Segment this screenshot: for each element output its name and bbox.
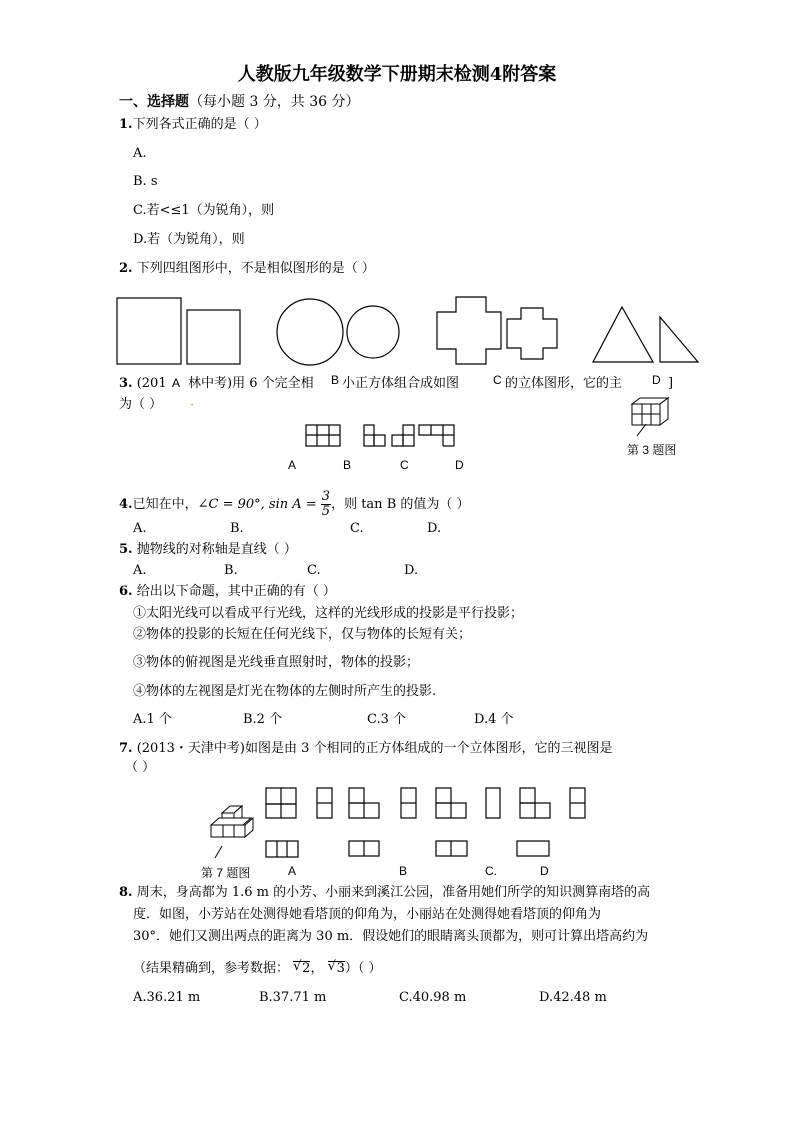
question-number: 3. [119, 376, 133, 391]
radical-sign: √ [293, 959, 302, 974]
q6-item-4: ④物体的左视图是灯光在物体的左侧时所产生的投影. [133, 684, 437, 699]
q6-option-b: B.2 个 [243, 712, 283, 727]
question-8-line2: 度．如图，小芳站在处测得她看塔顶的仰角为，小丽站在处测得她看塔顶的仰角为 [133, 907, 602, 922]
radicand: 2 [302, 961, 311, 976]
question-8-line1 [119, 885, 650, 901]
question-3-b: 林中考)用 6 个完全相 [188, 376, 314, 391]
q8-option-d: D.42.48 m [539, 990, 607, 1005]
q2-label-b: B [331, 373, 340, 387]
question-stem: (2013・天津中考)如图是由 3 个相同的正方体组成的一个立体图形，它的三视图是 [132, 741, 613, 756]
sqrt-2 [293, 961, 310, 976]
question-7-line2: （ ） [125, 760, 156, 775]
question-stem: 给出以下命题，其中正确的有（ ） [132, 584, 336, 599]
question-8-line3: 30°．她们又测出两点的距离为 30 m．假设她们的眼睛离头顶都为，则可计算出塔高约为 [133, 929, 649, 944]
q3-fig-caption: 第 3 题图 [627, 443, 677, 457]
q4-stem-part-b: ，则 tan B 的值为（ ） [331, 497, 470, 512]
q6-item-2: ②物体的投影的长短在任何光线下，仅与物体的长短有关； [133, 627, 472, 642]
q7-fig-caption: 第 7 题图 [201, 866, 251, 880]
q3-label-a: A [288, 458, 297, 472]
q6-item-3: ③物体的俯视图是光线垂直照射时，物体的投影； [133, 655, 420, 670]
fraction-denominator: 5 [321, 504, 331, 519]
q8-note: （结果精确到，参考数据： [133, 961, 290, 976]
q1-option-b: B. s [133, 174, 158, 189]
question-3-d: 的立体图形，它的主 [505, 376, 623, 391]
question-3-c: 小正方体组合成如图 [342, 376, 460, 391]
question-stem: 抛物线的对称轴是直线（ ） [132, 542, 297, 557]
q4-stem-part: 已知在中， [132, 497, 198, 512]
q5-option-c: C. [307, 563, 321, 578]
q6-item-1: ①太阳光线可以看成平行光线，这样的光线形成的投影是平行投影； [133, 606, 524, 621]
section-note: （每小题 3 分，共 36 分） [189, 94, 360, 110]
q3-label-b: B [343, 458, 352, 472]
q2-label-d: D [652, 373, 661, 387]
q1-option-c: C.若<≤1（为锐角），则 [133, 203, 275, 218]
question-number: 7. [119, 741, 133, 756]
q5-option-b: B. [224, 563, 238, 578]
q3-label-c: C [400, 458, 409, 472]
q8-option-a: A.36.21 m [133, 990, 201, 1005]
fraction-numerator: 3 [321, 489, 331, 504]
section-title: 一、选择题 [119, 94, 189, 110]
question-number: 1. [119, 117, 133, 132]
question-8-line4 [133, 961, 382, 977]
question-number: 8. [119, 885, 133, 900]
q4-sin: , sin A = [260, 497, 317, 512]
question-number: 2. [119, 261, 133, 276]
q4-option-c: C. [350, 521, 364, 536]
sqrt-3 [328, 961, 345, 976]
question-number: 5. [119, 542, 133, 557]
q3-stem-part: (201 [132, 376, 167, 391]
q7-label-b: B [399, 864, 408, 878]
q1-option-d: D.若（为锐角），则 [133, 232, 245, 247]
q8-sep: ， [310, 961, 324, 976]
q4-option-a: A. [133, 521, 147, 536]
q4-option-d: D. [427, 521, 442, 536]
question-number: 4. [119, 497, 133, 512]
q2-label-a: A [172, 376, 181, 390]
question-stem: 下列四组图形中，不是相似图形的是（ ） [132, 261, 375, 276]
orange-dot: · [190, 398, 195, 413]
q3-label-d: D [455, 458, 464, 472]
question-3-e: ] [668, 376, 674, 391]
question-3-line2: 为（ ） [119, 397, 163, 412]
q7-label-d: D [540, 864, 549, 878]
q8-option-c: C.40.98 m [399, 990, 467, 1005]
radical-sign: √ [327, 959, 336, 974]
q8-paren: ）（ ） [344, 961, 382, 976]
q4-angle: ∠C = 90° [197, 497, 261, 512]
q5-option-a: A. [133, 563, 147, 578]
question-stem: 周末，身高都为 1.6 m 的小芳、小丽来到溪江公园，准备用她们所学的知识测算南塔的高 [132, 885, 651, 900]
q6-option-d: D.4 个 [474, 712, 514, 727]
q4-option-b: B. [230, 521, 244, 536]
q6-option-a: A.1 个 [133, 712, 172, 727]
q8-option-b: B.37.71 m [259, 990, 327, 1005]
page-title: 人教版九年级数学下册期末检测4附答案 [237, 64, 557, 85]
q7-label-c: C. [485, 864, 497, 878]
q6-option-c: C.3 个 [367, 712, 407, 727]
question-stem: 下列各式正确的是（ ） [132, 117, 267, 132]
radicand: 3 [336, 961, 345, 976]
q7-label-a: A [288, 864, 297, 878]
q1-option-a: A. [133, 146, 147, 161]
q5-option-d: D. [404, 563, 419, 578]
q2-label-c: C [493, 373, 502, 387]
question-number: 6. [119, 584, 133, 599]
